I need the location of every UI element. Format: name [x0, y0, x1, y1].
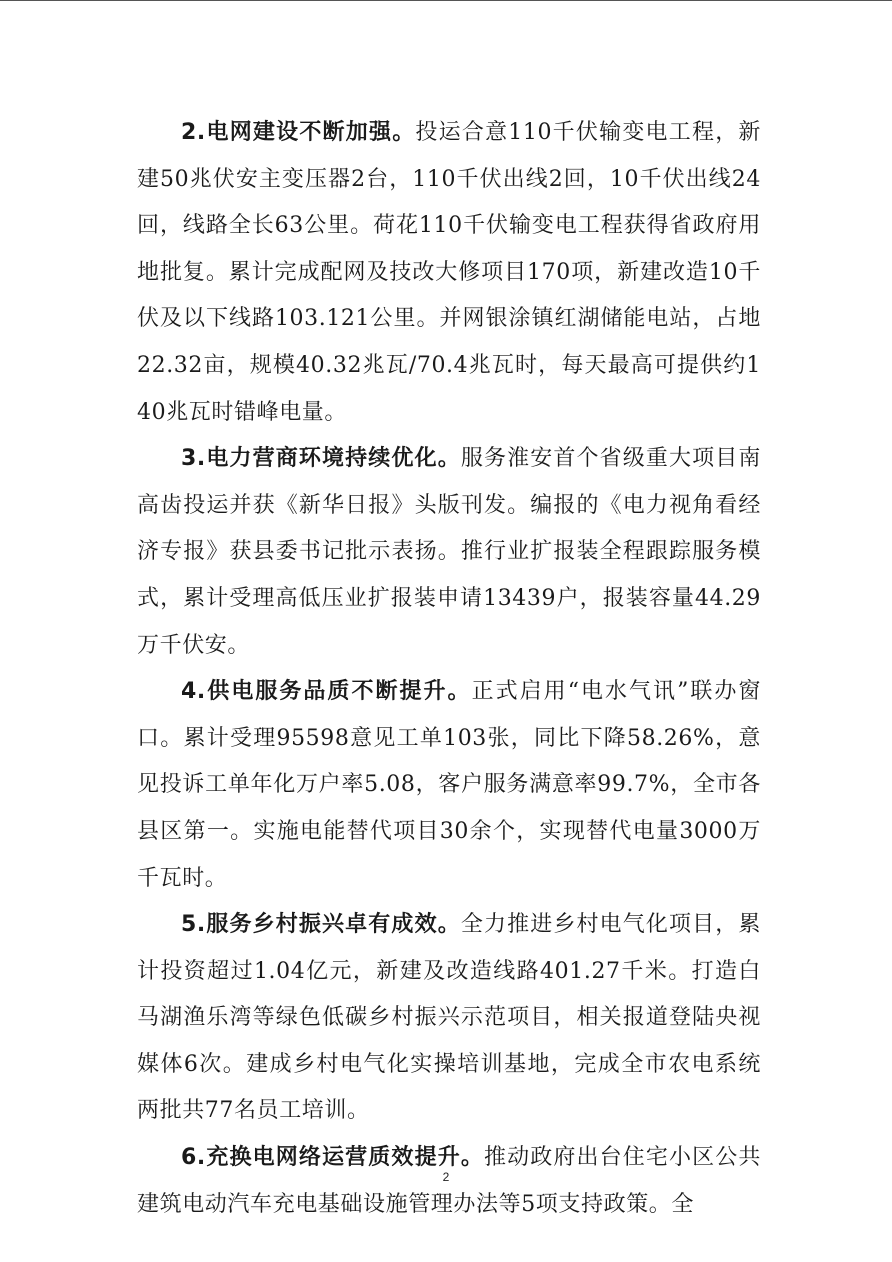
paragraph-text: 正式启用“电水气讯”联办窗口。累计受理95598意见工单103张，同比下降58.26%，意见投诉工单年化万户率5.08，客户服务满意率99.7%，全市各县区第一。实施电能替代项目30余个，实现替代电量3000万千瓦时。 [137, 679, 762, 891]
paragraph-grid-construction [137, 110, 761, 436]
paragraph-heading: 5.服务乡村振兴卓有成效。 [181, 912, 461, 938]
paragraph-rural-revitalization [137, 902, 761, 1135]
paragraph-heading: 3.电力营商环境持续优化。 [181, 446, 461, 472]
page-number: 2 [442, 1170, 450, 1184]
top-border-line [0, 0, 892, 1]
paragraph-text: 服务淮安首个省级重大项目南高齿投运并获《新华日报》头版刊发。编报的《电力视角看经济专报》获县委书记批示表扬。推行业扩报装全程跟踪服务模式，累计受理高低压业扩报装申请13439户，报装容量44.29万千伏安。 [137, 446, 761, 658]
document-body [137, 110, 761, 1228]
paragraph-heading: 6.充换电网络运营质效提升。 [181, 1145, 484, 1171]
paragraph-text: 推动政府出台住宅小区公共建筑电动汽车充电基础设施管理办法等5项支持政策。全 [137, 1145, 761, 1217]
paragraph-text: 投运合意110千伏输变电工程，新建50兆伏安主变压器2台，110千伏出线2回，10千伏出线24回，线路全长63公里。荷花110千伏输变电工程获得省政府用地批复。累计完成配网及技改大修项目170项，新建改造10千伏及以下线路103.121公里。并网银涂镇红湖储能电站，占地22.32亩，规模40.32兆瓦/70.4兆瓦时，每天最高可提供约140兆瓦时错峰电量。 [137, 120, 762, 425]
paragraph-business-environment [137, 436, 761, 669]
paragraph-heading: 4.供电服务品质不断提升。 [181, 679, 472, 705]
paragraph-service-quality [137, 669, 761, 902]
paragraph-heading: 2.电网建设不断加强。 [181, 120, 416, 145]
paragraph-text: 全力推进乡村电气化项目，累计投资超过1.04亿元，新建及改造线路401.27千米。打造白马湖渔乐湾等绿色低碳乡村振兴示范项目，相关报道登陆央视媒体6次。建成乡村电气化实操培训基地，完成全市农电系统两批共77名员工培训。 [137, 912, 761, 1124]
